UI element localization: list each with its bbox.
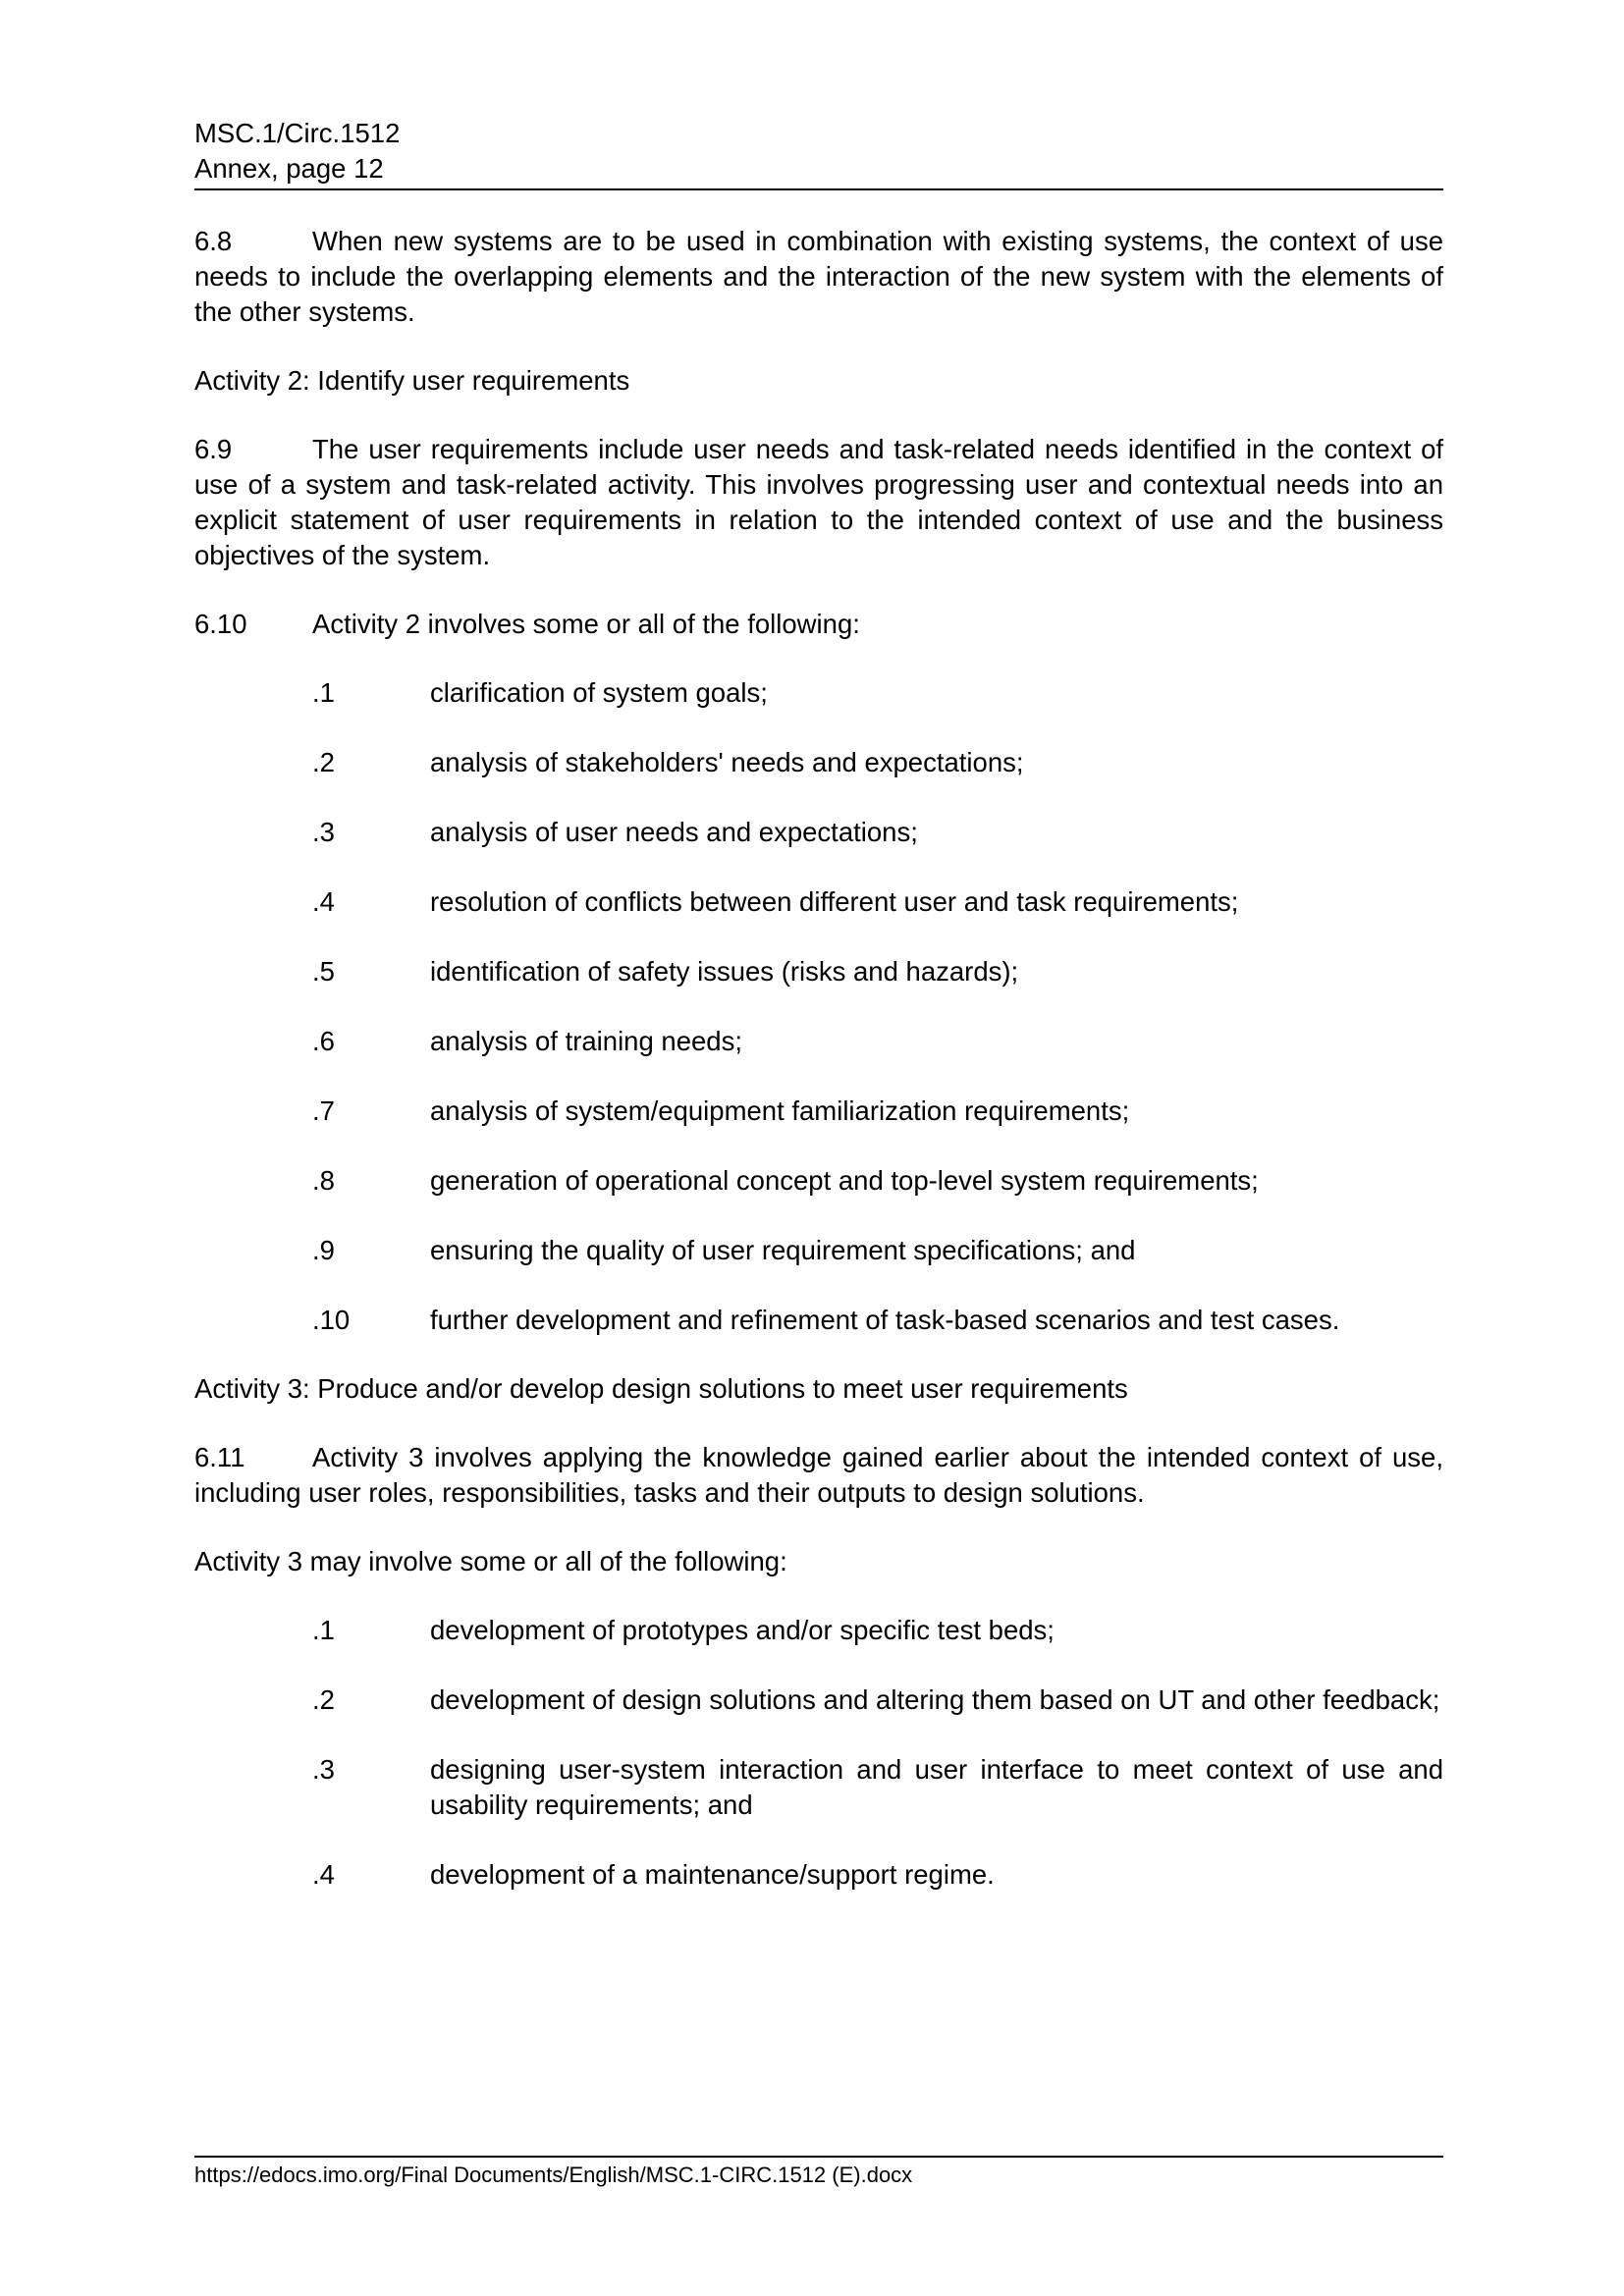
list-item-text: designing user-system interaction and user interface to meet context of use and usability requirements; and: [430, 1754, 1443, 1820]
list-item: [194, 1094, 1443, 1129]
paragraph-number: 6.11: [194, 1442, 245, 1472]
list-item: [194, 954, 1443, 989]
paragraph-6-10: [194, 607, 1443, 642]
list-item-number: .7: [312, 1095, 335, 1126]
list-item-text: resolution of conflicts between different user and task requirements;: [430, 886, 1239, 917]
document-body: [194, 224, 1443, 1927]
list-item-text: development of a maintenance/support regime.: [430, 1859, 995, 1890]
page-header: [194, 116, 1443, 190]
document-path: https://edocs.imo.org/Final Documents/English/MSC.1-CIRC.1512 (E).docx: [194, 2163, 913, 2187]
list-item-number: .6: [312, 1026, 335, 1056]
list-item-number: .3: [312, 1754, 335, 1785]
list-item-text: development of design solutions and altering them based on UT and other feedback;: [430, 1684, 1440, 1715]
list-item: [194, 1752, 1443, 1823]
list-item: [194, 745, 1443, 780]
activity-3-intro: Activity 3 may involve some or all of the following:: [194, 1546, 787, 1576]
list-item: [194, 675, 1443, 711]
list-item-number: .9: [312, 1235, 335, 1265]
list-item-text: identification of safety issues (risks and hazards);: [430, 956, 1019, 987]
paragraph-number: 6.10: [194, 609, 247, 639]
document-page: [194, 0, 1443, 2296]
paragraph-number: 6.9: [194, 434, 233, 464]
list-item-number: .1: [312, 677, 335, 708]
list-item: [194, 815, 1443, 850]
activity-2-list: [194, 675, 1443, 1338]
paragraph-6-11: [194, 1440, 1443, 1511]
list-item-number: .4: [312, 1859, 335, 1890]
document-reference: MSC.1/Circ.1512: [194, 118, 401, 148]
list-item-text: analysis of user needs and expectations;: [430, 817, 918, 847]
section-heading-activity-3: Activity 3: Produce and/or develop design solutions to meet user requirements: [194, 1373, 1128, 1404]
paragraph-text: Activity 3 involves applying the knowledge gained earlier about the intended context of use, including user roles, responsibilities, tasks and their outputs to design solutions.: [194, 1442, 1443, 1508]
list-item-text: analysis of training needs;: [430, 1026, 742, 1056]
list-item: [194, 1682, 1443, 1718]
list-item-number: .8: [312, 1165, 335, 1196]
list-item-number: .4: [312, 886, 335, 917]
list-item-number: .2: [312, 747, 335, 777]
list-item-text: generation of operational concept and top-level system requirements;: [430, 1165, 1259, 1196]
page-number-label: Annex, page 12: [194, 153, 384, 184]
page-footer: [194, 2156, 1443, 2189]
list-item-number: .10: [312, 1305, 351, 1335]
list-item-text: development of prototypes and/or specific test beds;: [430, 1615, 1055, 1645]
section-heading-activity-2: Activity 2: Identify user requirements: [194, 365, 630, 396]
list-item: [194, 1857, 1443, 1893]
list-item-text: analysis of stakeholders' needs and expectations;: [430, 747, 1024, 777]
activity-3-list: [194, 1613, 1443, 1893]
list-item: [194, 1303, 1443, 1338]
list-item: [194, 1613, 1443, 1648]
paragraph-text: The user requirements include user needs and task-related needs identified in the context of use of a system and task-related activity. This involves progressing user and contextual needs into an explicit statement of user requirements in relation to the intended context of use and the business objectives of the system.: [194, 434, 1443, 570]
list-item-number: .2: [312, 1684, 335, 1715]
list-item-text: clarification of system goals;: [430, 677, 768, 708]
list-item-number: .3: [312, 817, 335, 847]
list-item-number: .5: [312, 956, 335, 987]
paragraph-text: When new systems are to be used in combination with existing systems, the context of use needs to include the overlapping elements and the interaction of the new system with the elements of the other systems.: [194, 226, 1443, 327]
list-item-text: further development and refinement of task-based scenarios and test cases.: [430, 1305, 1340, 1335]
list-item-text: analysis of system/equipment familiarization requirements;: [430, 1095, 1130, 1126]
paragraph-number: 6.8: [194, 226, 233, 256]
paragraph-6-9: [194, 432, 1443, 573]
list-item: [194, 1233, 1443, 1268]
paragraph-6-8: [194, 224, 1443, 330]
list-item: [194, 1163, 1443, 1199]
list-item: [194, 1024, 1443, 1059]
list-item: [194, 884, 1443, 920]
list-item-number: .1: [312, 1615, 335, 1645]
list-item-text: ensuring the quality of user requirement specifications; and: [430, 1235, 1136, 1265]
paragraph-text: Activity 2 involves some or all of the following:: [312, 609, 860, 639]
